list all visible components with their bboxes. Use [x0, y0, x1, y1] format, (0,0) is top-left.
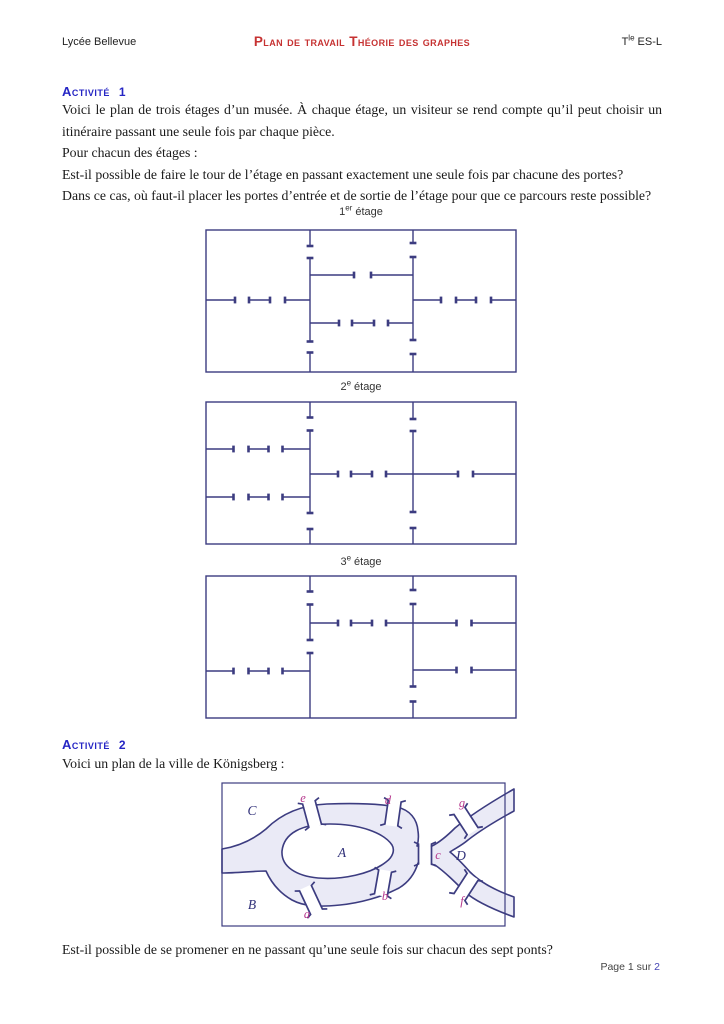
room-outline — [206, 402, 516, 544]
bridge-label-f: f — [460, 894, 464, 908]
bridge-label-c: c — [435, 848, 441, 862]
floor-3-label: 3e étage — [340, 553, 382, 568]
bridge-label-a: a — [303, 907, 311, 921]
room-outline — [206, 230, 516, 372]
activity-2-heading: Activité 2 — [62, 737, 127, 752]
land-label-C: C — [247, 803, 257, 818]
konigsberg-map — [221, 781, 517, 929]
land-label-A: A — [337, 845, 347, 860]
floor-1-label: 1er étage — [339, 203, 383, 218]
floor-plan-2 — [205, 401, 517, 545]
document-title: Plan de travail Théorie des graphes — [253, 34, 471, 49]
activity-2-question: Est-il possible de se promener en ne passant qu’une seule fois sur chacun des sept ponts? — [62, 942, 553, 957]
activity-1-heading: Activité 1 — [62, 84, 127, 99]
activity-2-intro: Voici un plan de la ville de Königsberg : — [62, 756, 285, 771]
school-name: Lycée Bellevue — [62, 36, 137, 48]
floor-2-label: 2e étage — [340, 378, 382, 393]
page-2-link[interactable]: 2 — [654, 961, 660, 973]
land-label-D: D — [456, 848, 466, 863]
floor-plan-1 — [205, 229, 517, 373]
class-level: $T^{le}$ ES-L — [621, 33, 662, 48]
page-footer: Page 1 sur 2 — [600, 961, 660, 973]
paragraph: Voici le plan de trois étages d’un musée. À chaque étage, un visiteur se rend compte qu’il peut choisir un itinéraire passant une seule fois par chaque pièce. — [62, 102, 662, 139]
room-outline — [206, 576, 516, 718]
activity-1-text — [62, 99, 662, 207]
bridge-label-b: b — [381, 889, 389, 903]
bridge-label-e: e — [300, 791, 306, 805]
bridge-label-d: d — [384, 793, 392, 807]
paragraph: Dans ce cas, où faut-il placer les portes d’entrée et de sortie de l’étage pour que ce parcours reste possible? — [62, 188, 652, 204]
floor-plan-3 — [205, 575, 517, 719]
paragraph: Est-il possible de faire le tour de l’étage en passant exactement une seule fois par chacune des portes? — [62, 166, 624, 182]
bridge-label-g: g — [458, 796, 466, 810]
land-label-B: B — [247, 897, 257, 912]
paragraph: Pour chacun des étages : — [62, 145, 198, 161]
